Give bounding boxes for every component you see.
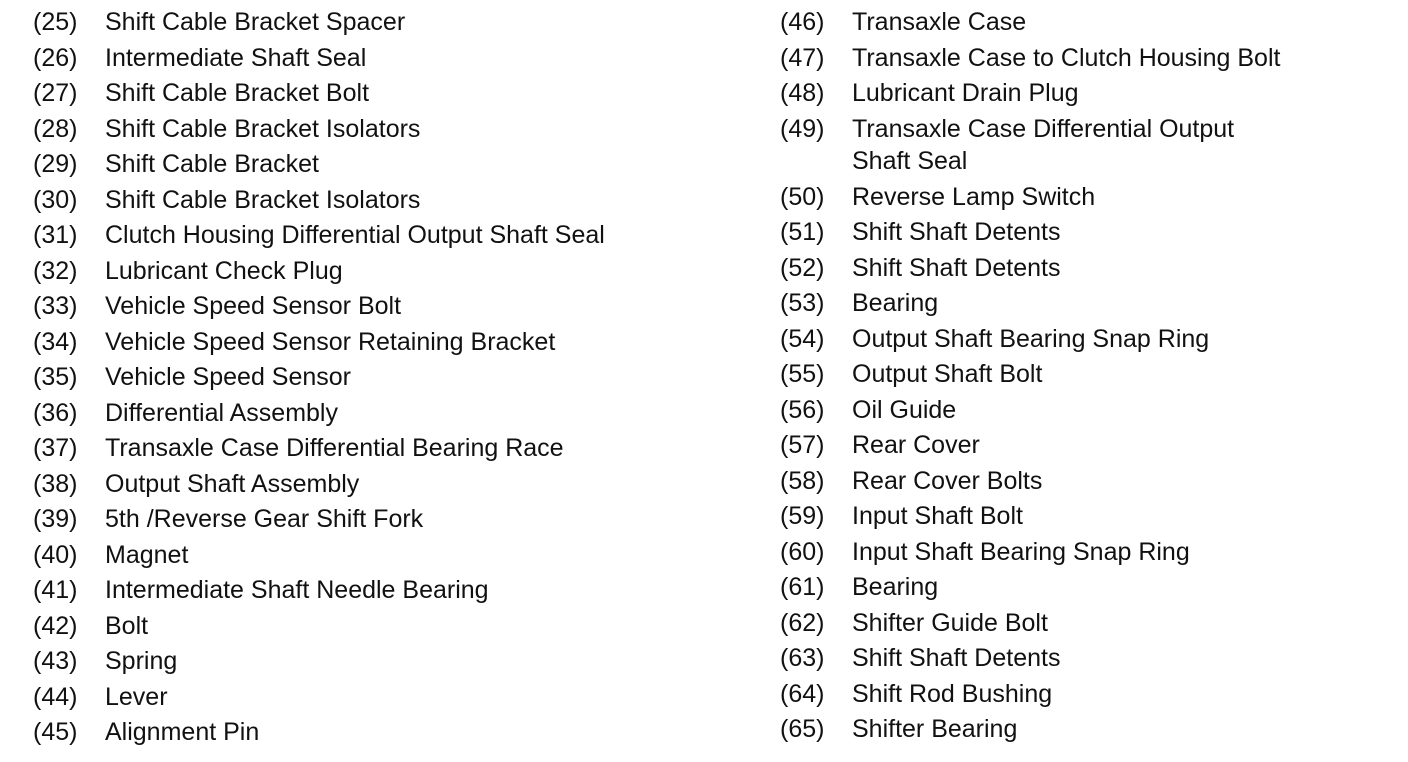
legend-label: Intermediate Shaft Needle Bearing (105, 576, 489, 604)
legend-item (33, 6, 733, 42)
legend-label: Shifter Guide Bolt (852, 608, 1048, 637)
legend-label: Shift Cable Bracket Spacer (105, 8, 406, 36)
legend-item (33, 397, 733, 433)
legend-label: Output Shaft Bolt (852, 360, 1043, 388)
legend-number: (27) (33, 79, 78, 107)
legend-label: Lubricant Check Plug (105, 256, 343, 285)
legend-number: (31) (33, 221, 78, 249)
legend-item (780, 536, 1400, 572)
legend-label: Vehicle Speed Sensor Bolt (105, 292, 402, 320)
legend-number: (41) (33, 576, 78, 604)
legend-number: (34) (33, 327, 78, 356)
legend-item (780, 465, 1400, 501)
legend-number: (48) (780, 79, 825, 107)
legend-number: (46) (780, 8, 825, 36)
legend-number: (26) (33, 43, 78, 72)
legend-item (780, 678, 1400, 714)
legend-item (33, 681, 733, 717)
legend-number: (65) (780, 715, 825, 743)
legend-number: (30) (33, 185, 78, 214)
legend-item (780, 6, 1400, 42)
legend-number: (42) (33, 611, 78, 640)
legend-item (780, 42, 1400, 78)
legend-number: (37) (33, 434, 78, 462)
legend-label: Shift Cable Bracket Isolators (105, 114, 421, 143)
legend-item (33, 503, 733, 539)
legend-item (780, 181, 1400, 217)
legend-label: Magnet (105, 540, 189, 569)
legend-number: (62) (780, 608, 825, 637)
legend-number: (33) (33, 292, 78, 320)
legend-number: (52) (780, 253, 825, 282)
legend-number: (60) (780, 537, 825, 566)
legend-right-column (780, 6, 1400, 749)
legend-number: (38) (33, 469, 78, 498)
legend-number: (59) (780, 502, 825, 530)
legend-label: Transaxle Case to Clutch Housing Bolt (852, 43, 1281, 72)
legend-label: Bearing (852, 573, 939, 601)
legend-label: Lever (105, 682, 168, 711)
legend-item (780, 77, 1400, 113)
legend-label: Oil Guide (852, 395, 957, 424)
legend-number: (39) (33, 505, 78, 533)
legend-item (33, 42, 733, 78)
legend-number: (55) (780, 360, 825, 388)
legend-number: (49) (780, 114, 825, 143)
legend-number: (51) (780, 218, 825, 246)
legend-number: (53) (780, 289, 825, 317)
legend-label: Bearing (852, 289, 939, 317)
legend-item (33, 77, 733, 113)
legend-item (33, 148, 733, 184)
legend-label: Input Shaft Bearing Snap Ring (852, 537, 1190, 566)
legend-label: Input Shaft Bolt (852, 502, 1023, 530)
legend-number: (56) (780, 395, 825, 424)
legend-label: Shift Cable Bracket Isolators (105, 185, 421, 214)
legend-item (33, 184, 733, 220)
legend-label: Lubricant Drain Plug (852, 79, 1079, 107)
legend-item (33, 255, 733, 291)
legend-item (780, 216, 1400, 252)
legend-label: Bolt (105, 611, 149, 640)
legend-label: Reverse Lamp Switch (852, 182, 1096, 211)
legend-number: (28) (33, 114, 78, 143)
legend-label: Shift Cable Bracket Bolt (105, 79, 370, 107)
legend-label: Shift Shaft Detents (852, 644, 1061, 672)
legend-label: Vehicle Speed Sensor Retaining Bracket (105, 327, 556, 356)
legend-item (33, 113, 733, 149)
legend-number: (58) (780, 466, 825, 495)
legend-number: (36) (33, 398, 78, 427)
legend-number: (63) (780, 644, 825, 672)
legend-number: (44) (33, 682, 78, 711)
legend-number: (54) (780, 324, 825, 353)
legend-item (780, 323, 1400, 359)
legend-label: Shifter Bearing (852, 715, 1018, 743)
legend-item (780, 571, 1400, 607)
legend-number: (25) (33, 8, 78, 36)
legend-item (780, 642, 1400, 678)
legend-item (33, 468, 733, 504)
legend-item (780, 500, 1400, 536)
legend-item (33, 326, 733, 362)
legend-item (33, 539, 733, 575)
legend-number: (47) (780, 43, 825, 72)
legend-item (33, 219, 733, 255)
legend-label: Shift Rod Bushing (852, 679, 1053, 708)
legend-item (780, 287, 1400, 323)
legend-number: (64) (780, 679, 825, 708)
legend-item (33, 290, 733, 326)
legend-label: Clutch Housing Differential Output Shaft Seal (105, 221, 605, 249)
legend-label: Intermediate Shaft Seal (105, 43, 367, 72)
legend-number: (50) (780, 182, 825, 211)
legend-number: (29) (33, 150, 78, 178)
legend-item (780, 113, 1400, 181)
legend-label: Output Shaft Bearing Snap Ring (852, 324, 1210, 353)
legend-item (780, 713, 1400, 749)
legend-label: Shift Cable Bracket (105, 150, 319, 178)
legend-number: (35) (33, 363, 78, 391)
legend-item (33, 432, 733, 468)
legend-label: Shift Shaft Detents (852, 218, 1061, 246)
legend-label: Rear Cover (852, 431, 980, 459)
legend-number: (57) (780, 431, 825, 459)
legend-item (780, 394, 1400, 430)
legend-number: (40) (33, 540, 78, 569)
legend-item (33, 361, 733, 397)
legend-label: Transaxle Case Differential Output Shaft Seal (852, 114, 1235, 175)
legend-number: (32) (33, 256, 78, 285)
legend-item (33, 716, 733, 752)
legend-number: (43) (33, 647, 78, 675)
legend-label: Differential Assembly (105, 398, 338, 427)
legend-item (780, 358, 1400, 394)
legend-label: Vehicle Speed Sensor (105, 363, 352, 391)
legend-number: (45) (33, 718, 78, 746)
legend-number: (61) (780, 573, 825, 601)
legend-item (33, 645, 733, 681)
legend-item (780, 429, 1400, 465)
legend-label: Transaxle Case (852, 8, 1027, 36)
legend-item (780, 607, 1400, 643)
legend-label: 5th /Reverse Gear Shift Fork (105, 505, 424, 533)
legend-item (33, 574, 733, 610)
legend-label: Rear Cover Bolts (852, 466, 1043, 495)
legend-label: Transaxle Case Differential Bearing Race (105, 434, 564, 462)
legend-item (780, 252, 1400, 288)
legend-label: Spring (105, 647, 178, 675)
legend-left-column (33, 6, 733, 752)
legend-item (33, 610, 733, 646)
legend-label: Alignment Pin (105, 718, 260, 746)
legend-label: Shift Shaft Detents (852, 253, 1061, 282)
legend-label: Output Shaft Assembly (105, 469, 360, 498)
